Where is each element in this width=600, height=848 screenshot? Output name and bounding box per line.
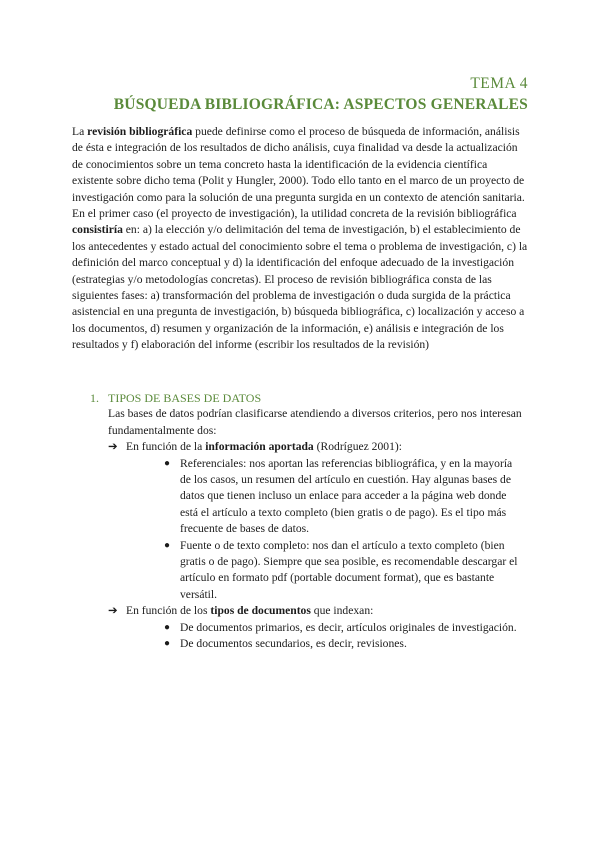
bullet-icon: ● bbox=[164, 539, 171, 551]
intro-text bbox=[72, 124, 528, 354]
document-title: BÚSQUEDA BIBLIOGRÁFICA: ASPECTOS GENERALES bbox=[113, 96, 528, 113]
text-run: que indexan: bbox=[310, 604, 374, 618]
bullet-list bbox=[164, 620, 520, 653]
bullet-icon: ● bbox=[164, 457, 171, 469]
bold-term: revisión bibliográfica bbox=[87, 125, 193, 138]
criterion-information bbox=[108, 439, 530, 455]
bullet-icon: ● bbox=[164, 621, 171, 633]
text-run: En función de los bbox=[126, 604, 211, 618]
list-item-text: Fuente o de texto completo: nos dan el artículo a texto completo (bien gratis o de pago). Siempre que sea posible, es recomendable descargar el artículo en formato pdf (portable document format), que es bastante versátil. bbox=[180, 538, 518, 601]
section-database-types bbox=[90, 390, 530, 653]
intro-paragraph-2 bbox=[72, 206, 528, 354]
section-intro: Las bases de datos podrían clasificarse atendiendo a diversos criterios, pero nos interesan fundamentalmente dos: bbox=[108, 407, 522, 437]
arrow-icon: ➔ bbox=[108, 604, 118, 618]
list-item-text: Referenciales: nos aportan las referencias bibliográfica, y en la mayoría de los casos, un resumen del artículo en cuestión. Hay algunas bases de datos que tienen incluso un enlace para acceder a la página web donde está el artículo a texto completo (bien gratis o de pago). Es el tipo más frecuente de bases de datos. bbox=[180, 456, 513, 536]
list-item-text: De documentos secundarios, es decir, revisiones. bbox=[180, 637, 407, 651]
section-heading bbox=[90, 390, 530, 406]
arrow-icon: ➔ bbox=[108, 440, 118, 454]
list-item bbox=[164, 456, 520, 538]
bold-term: tipos de documentos bbox=[210, 604, 311, 618]
document-header bbox=[114, 74, 528, 116]
text-run: En el primer caso (el proyecto de investigación), la utilidad concreta de la revisión bibliográfica bbox=[72, 207, 517, 221]
section-number: 1. bbox=[90, 391, 99, 405]
text-run: La bbox=[72, 125, 88, 138]
topic-number: TEMA 4 bbox=[470, 75, 528, 92]
section-heading-text: TIPOS DE BASES DE DATOS bbox=[108, 391, 262, 405]
intro-paragraph-1 bbox=[72, 124, 528, 206]
list-item bbox=[164, 636, 520, 652]
bullet-list bbox=[164, 456, 520, 604]
text-run: puede definirse como el proceso de búsqueda de información, análisis de ésta e integración de los resultados de dicho análisis, cuya finalidad va desde la actualización de conocimientos sobre un tema concreto hasta la identificación de la evidencia científica existente sobre dicho tema (Polit y Hungler, 2000). Todo ello tanto en el marco de un proyecto de investigación como para la solución de una pregunta surgida en un contexto de atención sanitaria. bbox=[72, 125, 525, 204]
bold-term: información aportada bbox=[205, 440, 314, 454]
text-run: (Rodríguez 2001): bbox=[313, 440, 402, 454]
list-item-text: De documentos primarios, es decir, artículos originales de investigación. bbox=[180, 620, 517, 634]
list-item bbox=[164, 538, 520, 604]
bullet-icon: ● bbox=[164, 638, 171, 650]
text-run: En función de la bbox=[126, 440, 206, 454]
list-item bbox=[164, 620, 520, 636]
text-run: en: a) la elección y/o delimitación del tema de investigación, b) el establecimiento de los antecedentes y estado actual del conocimiento sobre el tema o problema de investigación, c) la definición del marco conceptual y d) la identificación del enfoque adecuado de la investigación (estrategias y/o metodologías concretas). El proceso de revisión bibliográfica consta de las siguientes fases: a) transformación del problema de investigación o duda surgida de la práctica asistencial en una pregunta de investigación, b) búsqueda bibliográfica, c) localización y acceso a los documentos, d) resumen y organización de la información, e) análisis e integración de los resultados y f) elaboración del informe (escribir los resultados de la revisión) bbox=[72, 223, 528, 352]
criterion-document-types bbox=[108, 603, 530, 619]
bold-term: consistiría bbox=[72, 223, 123, 237]
